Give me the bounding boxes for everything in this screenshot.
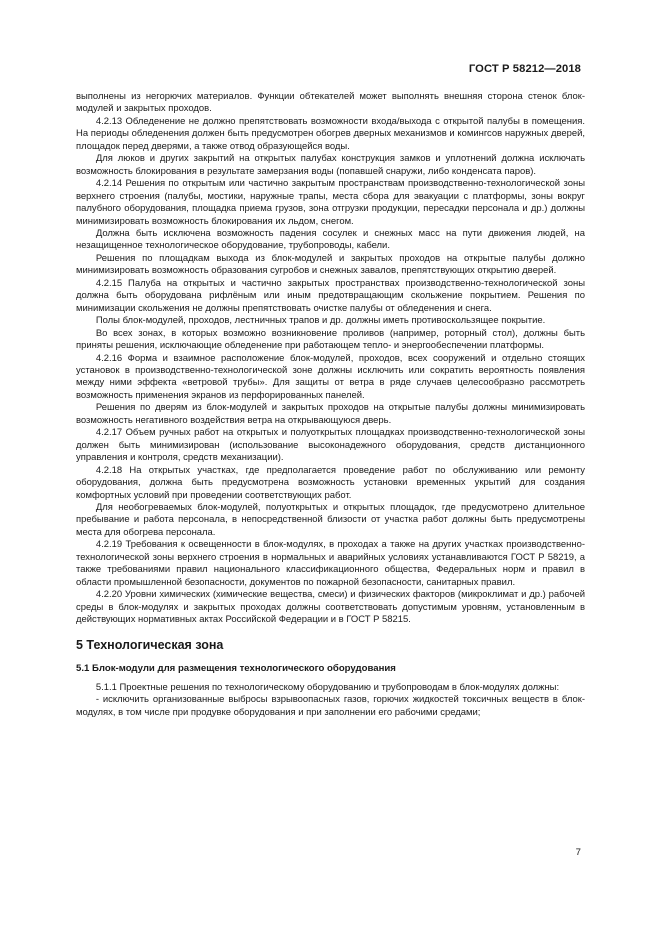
paragraph: Для необогреваемых блок-модулей, полуоткрытых и открытых площадок, где предусмотрено длительное пребывание и работа персонала, в непосредственной близости от участка работ должны быть предусмотрены места для обогрева персонала. bbox=[76, 501, 585, 538]
paragraph: Решения по дверям из блок-модулей и закрытых проходов на открытые палубы должны минимизировать возможность негативного воздействия ветра на открывающуюся дверь. bbox=[76, 402, 585, 426]
paragraph: Во всех зонах, в которых возможно возникновение проливов (например, роторный стол), должны быть приняты решения, исключающие обледенение при работающем тепло- и энергообеспечении платформы. bbox=[76, 327, 585, 352]
paragraph: Для люков и других закрытий на открытых палубах конструкция замков и уплотнений должна исключать возможность блокирования в результате замерзания воды (попавшей снаружи, либо конденсата паров). bbox=[76, 153, 585, 177]
paragraph: Решения по площадкам выхода из блок-модулей и закрытых проходов на открытые палубы должно минимизировать возможность образования сугробов и снежных завалов, препятствующих открытию дверей. bbox=[76, 252, 585, 277]
paragraph: Должна быть исключена возможность падения сосулек и снежных масс на пути движения людей, на незащищенное технологическое оборудование, трубопроводы, кабели. bbox=[76, 227, 585, 252]
paragraph: 4.2.17 Объем ручных работ на открытых и полуоткрытых площадках производственно-технологической зоны должен быть минимизирован (использование высоконадежного оборудования, средств дистанционного управления и контроля, средств механизации). bbox=[76, 427, 585, 464]
document-body bbox=[76, 91, 585, 719]
paragraph: Полы блок-модулей, проходов, лестничных трапов и др. должны иметь противоскользящее покрытие. bbox=[95, 315, 546, 327]
subsection-heading: 5.1 Блок-модули для размещения технологического оборудования bbox=[76, 663, 396, 675]
paragraphs-after-section bbox=[76, 682, 585, 719]
paragraphs-before-section bbox=[76, 91, 585, 626]
paragraph: 5.1.1 Проектные решения по технологическому оборудованию и трубопроводам в блок-модулях должны: bbox=[95, 681, 560, 693]
section-heading: 5 Технологическая зона bbox=[76, 638, 224, 653]
paragraph: 4.2.15 Палуба на открытых и частично закрытых пространствах производственно-технологической зоны должна быть оборудована рифлёным или иным предотвращающим скольжение покрытием. Решения по минимизации скольжения не должны препятствовать очистке палубы от обледенения и снега. bbox=[76, 277, 585, 314]
paragraph: выполнены из негорючих материалов. Функции обтекателей может выполнять внешняя сторона стенок блок-модулей и закрытых проходов. bbox=[76, 91, 585, 115]
paragraph: 4.2.20 Уровни химических (химические вещества, смеси) и физических факторов (микроклимат и др.) рабочей среды в блок-модулях и закрытых проходах должны соответствовать допустимым уровням, установленным в действующих нормативных актах Российской Федерации и в ГОСТ Р 58215. bbox=[76, 589, 585, 626]
standard-code-header: ГОСТ Р 58212—2018 bbox=[468, 63, 581, 75]
paragraph: 4.2.14 Решения по открытым или частично закрытым пространствам производственно-технологической зоны верхнего строения (палубы, мостики, наружные трапы, места сбора для эвакуации с платформы, зоны вокруг палубного оборудования, площадка приема грузов, зона отгрузки продукции, пересадки персонала и др.) должны минимизировать возможность блокирования их льдом, снегом. bbox=[76, 178, 585, 227]
paragraph: 4.2.19 Требования к освещенности в блок-модулях, в проходах а также на других участках производственно-технологической зоны верхнего строения в нормальных и аварийных условиях устанавливаются ГОСТ Р 58219, а также требованиями правил национального классификационного общества, Федеральных норм и правил в области промышленной безопасности, документов по пожарной безопасности, санитарных правил. bbox=[76, 539, 585, 588]
paragraph: - исключить организованные выбросы взрывоопасных газов, горючих жидкостей токсичных веществ в блок-модулях, в том числе при продувке оборудования и при заполнении его рабочими средами; bbox=[76, 694, 585, 718]
paragraph: 4.2.16 Форма и взаимное расположение блок-модулей, проходов, всех сооружений и отдельно стоящих установок в производственно-технологической зоне должны исключить или сократить вероятность появления между ними эффекта «ветровой трубы». Для защиты от ветра в ряде случаев целесообразно рассмотреть возможность применения экранов из перфорированных панелей. bbox=[76, 352, 585, 401]
page-number: 7 bbox=[575, 847, 581, 858]
paragraph: 4.2.13 Обледенение не должно препятствовать возможности входа/выхода с открытой палубы в помещения. На периоды обледенения должен быть предусмотрен обогрев дверных механизмов и комингсов наружных дверей, площадок перед дверями, а также отвод образующейся воды. bbox=[76, 115, 585, 152]
paragraph: 4.2.18 На открытых участках, где предполагается проведение работ по обслуживанию или ремонту оборудования, должна быть предусмотрена возможность установки временных укрытий для создания комфортных условий при проведении соответствующих работ. bbox=[76, 464, 585, 501]
